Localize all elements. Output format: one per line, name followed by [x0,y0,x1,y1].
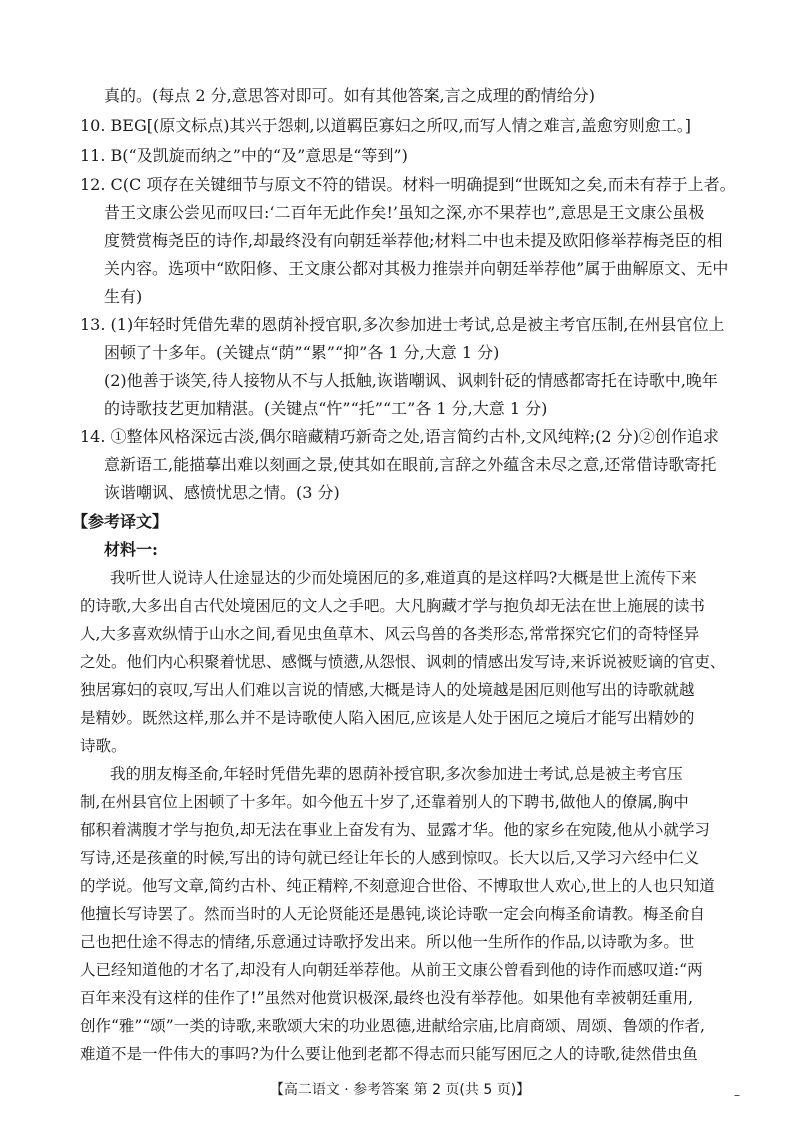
answer-12-line: 昔王文康公尝见而叹曰:‘二百年无此作矣!’虽知之深,亦不果荐也”,意思是王文康公虽极 [104,203,705,222]
translation-paragraph-line: 人已经知道他的才名了,却没有人向朝廷举荐他。从前王文康公曾看到他的诗作而感叹道:“两 [80,961,703,979]
translation-paragraph-line: 独居寡妇的哀叹,写出人们难以言说的情感,大概是诗人的处境越是困厄则他写出的诗歌就越 [80,681,695,699]
translation-paragraph-line: 郁积着满腹才学与抱负,却无法在事业上奋发有为、显露才华。他的家乡在宛陵,他从小就学习 [80,821,710,839]
answer-11: 11. B(“及凯旋而纳之”中的“及”意思是“等到”) [80,146,408,165]
translation-paragraph-line: 的诗歌,大多出自古代处境困厄的文人之手吧。大凡胸藏才学与抱负却无法在世上施展的读书 [80,597,705,615]
page-footer: 【高二语文 · 参考答案 第 2 页(共 5 页)】 [269,1082,531,1098]
translation-paragraph-line: 己也把仕途不得志的情绪,乐意通过诗歌抒发出来。所以他一生所作的作品,以诗歌为多。世 [80,933,695,951]
translation-paragraph-line: 创作“雅”“颂”一类的诗歌,来歌颂大宋的功业恩德,进献给宗庙,比肩商颂、周颂、鲁颂的作者, [80,1017,705,1035]
translation-paragraph-line: 写诗,还是孩童的时候,写出的诗句就已经让年长的人感到惊叹。长大以后,又学习六经中仁义 [80,849,700,867]
translation-paragraph-line: 我听世人说诗人仕途显达的少而处境困厄的多,难道真的是这样吗?大概是世上流传下来 [110,569,697,587]
translation-paragraph-line: 人,大多喜欢纵情于山水之间,看见虫鱼草木、风云鸟兽的各类形态,常常探究它们的奇特怪异 [80,625,700,643]
answer-13-line: 困顿了十多年。(关键点“荫”“累”“抑”各 1 分,大意 1 分) [104,343,500,362]
translation-paragraph-line: 制,在州县官位上困顿了十多年。如今他五十岁了,还靠着别人的下聘书,做他人的僚属,胸中 [80,793,689,811]
translation-paragraph-line: 他擅长写诗罢了。然而当时的人无论贤能还是愚钝,谈论诗歌一定会向梅圣俞请教。梅圣俞自 [80,905,705,923]
answer-10: 10. BEG[(原文标点)其兴于怨刺,以道羁臣寡妇之所叹,而写人情之难言,盖愈穷则愈工。] [80,116,691,135]
answer-12-line: 关内容。选项中“欧阳修、王文康公都对其极力推崇并向朝廷举荐他”属于曲解原文、无中 [104,259,729,278]
translation-paragraph-line: 诗歌。 [80,737,127,755]
material-label: 材料一: [104,540,158,559]
corner-mark: – [734,1088,740,1102]
answer-14-line: 14. ①整体风格深远古淡,偶尔暗藏精巧新奇之处,语言简约古朴,文风纯粹;(2 分)②创作追求 [80,427,719,446]
answer-13-line: 13. (1)年轻时凭借先辈的恩荫补授官职,多次参加进士考试,总是被主考官压制,在州县官位上 [80,315,725,334]
answer-13-line: 的诗歌技艺更加精湛。(关键点“忤”“托”“工”各 1 分,大意 1 分) [104,399,548,418]
answer-13-line: (2)他善于谈笑,待人接物从不与人抵触,诙谐嘲讽、讽刺针砭的情感都寄托在诗歌中,晚年 [104,371,718,390]
answer-12-line: 12. C(C 项存在关键细节与原文不符的错误。材料一明确提到“世既知之矣,而未有荐于上者。 [80,175,736,194]
translation-paragraph-line: 之处。他们内心积聚着忧思、感慨与愤懑,从怨恨、讽刺的情感出发写诗,来诉说被贬谪的官吏、 [80,653,726,671]
answer-12-line: 度赞赏梅尧臣的诗作,却最终没有向朝廷举荐他;材料二中也未提及欧阳修举荐梅尧臣的相 [104,231,723,250]
answer-14-line: 诙谐嘲讽、感愤忧思之情。(3 分) [104,483,340,502]
answer-14-line: 意新语工,能描摹出难以刻画之景,使其如在眼前,言辞之外蕴含未尽之意,还常借诗歌寄托 [104,455,717,474]
answer-line: 真的。(每点 2 分,意思答对即可。如有其他答案,言之成理的酌情给分) [104,86,596,105]
translation-paragraph-line: 难道不是一件伟大的事吗?为什么要让他到老都不得志而只能写困厄之人的诗歌,徒然借虫鱼 [80,1045,698,1063]
translation-heading: 【参考译文】 [72,512,169,531]
answer-12-line: 生有) [104,287,143,306]
translation-paragraph-line: 的学说。他写文章,简约古朴、纯正精粹,不刻意迎合世俗、不博取世人欢心,世上的人也只知道 [80,877,715,895]
translation-paragraph-line: 我的朋友梅圣俞,年轻时凭借先辈的恩荫补授官职,多次参加进士考试,总是被主考官压 [110,765,683,783]
translation-paragraph-line: 百年来没有这样的佳作了!”虽然对他赏识极深,最终也没有举荐他。如果他有幸被朝廷重用, [80,989,694,1007]
translation-paragraph-line: 是精妙。既然这样,那么并不是诗歌使人陷入困厄,应该是人处于困厄之境后才能写出精妙的 [80,709,695,727]
